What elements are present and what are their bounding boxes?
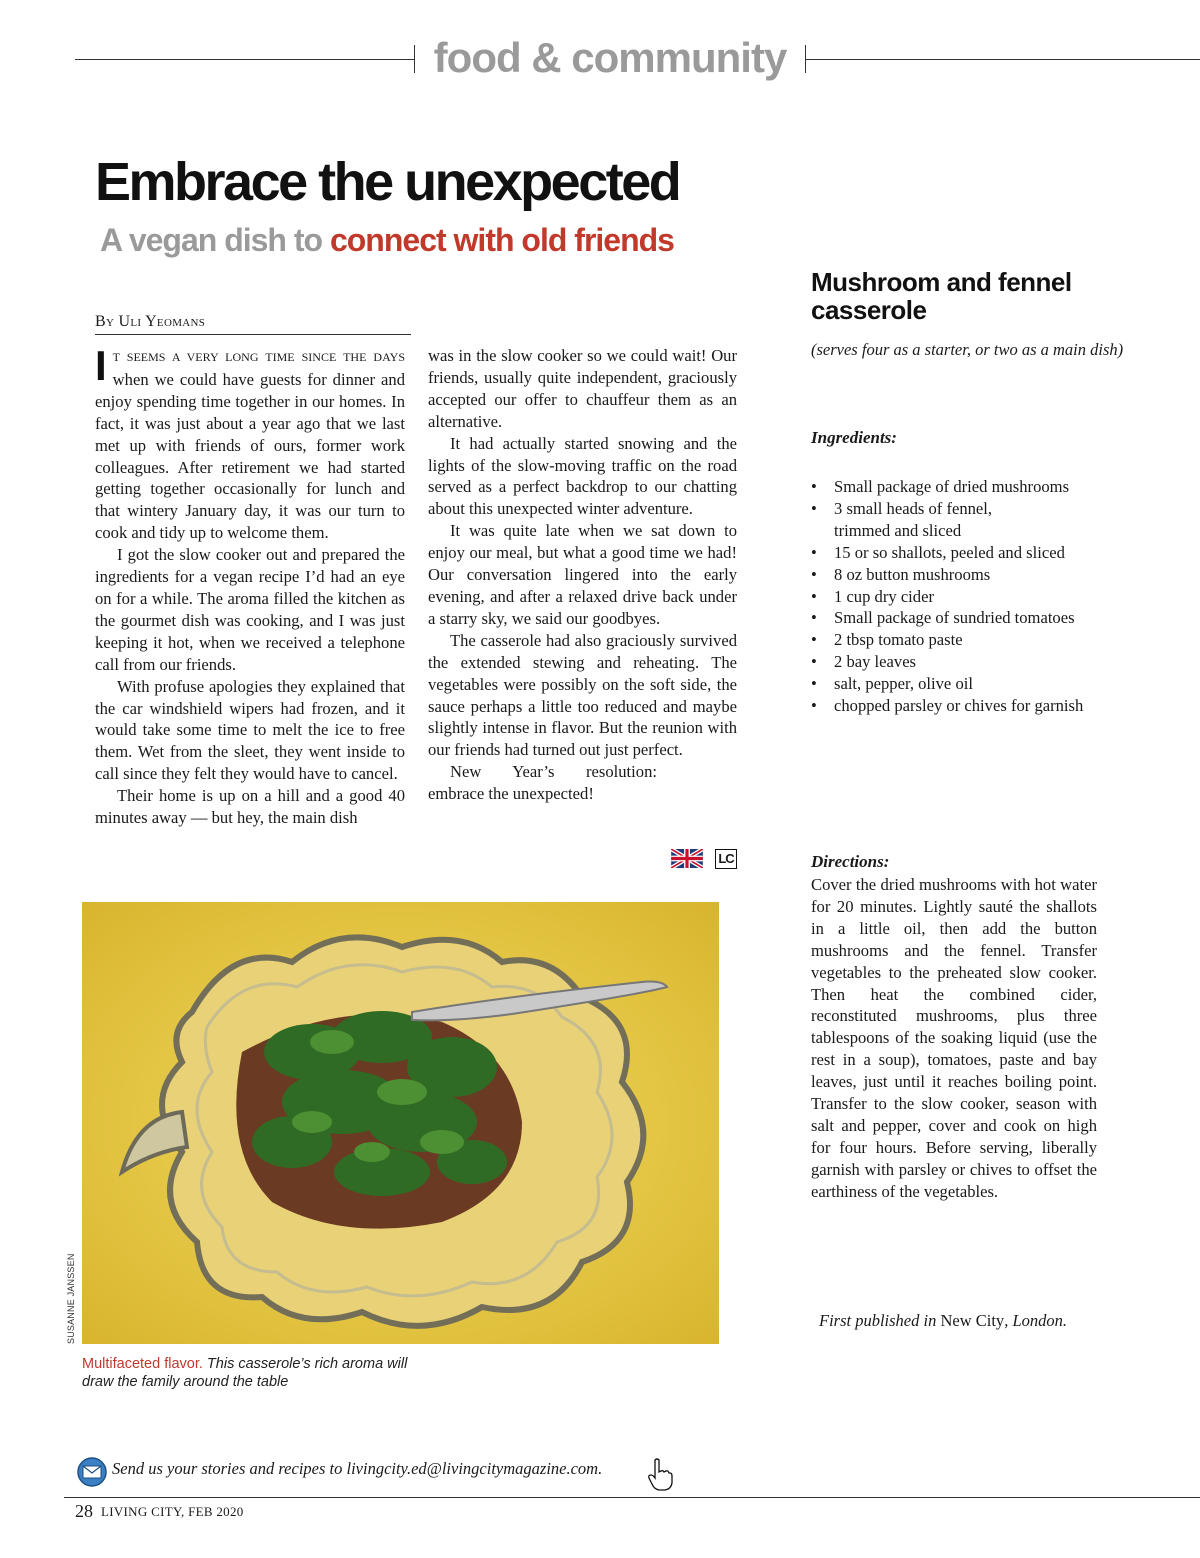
published-separator: , bbox=[1004, 1311, 1009, 1330]
header-tick-left bbox=[414, 45, 415, 73]
ingredient-item: • 8 oz button mushrooms bbox=[811, 564, 1131, 586]
article-column-1 bbox=[95, 342, 405, 829]
ingredient-item: • 15 or so shallots, peeled and sliced bbox=[811, 542, 1131, 564]
byline-prefix: By bbox=[95, 313, 119, 330]
ingredients-list bbox=[811, 476, 1131, 717]
paragraph-4-end: was in the slow cooker so we could wait! Our friends, usually quite independent, graciously accepted our offer to chauffeur them as an alternative. bbox=[428, 346, 737, 431]
photo-credit: SUSANNE JANSSEN bbox=[66, 1253, 76, 1344]
author-name: Uli Yeomans bbox=[118, 313, 206, 330]
subheadline-part-red: connect with old friends bbox=[329, 222, 674, 258]
article-subheadline bbox=[100, 220, 674, 260]
paragraph-1-text: when we could have guests for dinner and enjoy spending time together in our homes. In fact, it was just about a year ago that we last met up with friends of ours, former work colleagues. After retirement we had started getting together occasionally for lunch and that wintery January day, it was our turn to cook and tidy up to welcome them. bbox=[95, 369, 405, 543]
header-rule-left bbox=[75, 59, 415, 60]
photo-caption bbox=[82, 1355, 412, 1391]
ingredient-item: • 3 small heads of fennel, trimmed and sliced bbox=[811, 498, 1019, 542]
end-marks bbox=[671, 849, 737, 869]
subheadline-part-grey: A vegan dish to bbox=[100, 222, 330, 258]
issue-label: LIVING CITY, FEB 2020 bbox=[101, 1504, 244, 1519]
paragraph-1 bbox=[95, 342, 405, 544]
paragraph-7: The casserole had also graciously survived the extended stewing and reheating. The vegetables were possibly on the soft side, the sauce perhaps a little too reduced and maybe slightly intense in flavor. But the reunion with our friends had turned out just perfect. bbox=[428, 630, 737, 760]
published-source: New City bbox=[940, 1311, 1005, 1330]
published-city: London. bbox=[1012, 1311, 1067, 1330]
ingredient-item: • 2 tbsp tomato paste bbox=[811, 629, 1131, 651]
section-title: food & community bbox=[433, 34, 787, 81]
directions-text: Cover the dried mushrooms with hot water for 20 minutes. Lightly sauté the shallots in a little oil, then add the button mushrooms and the fennel. Transfer vegetables to the preheated slow cooker. Then heat the combined cider, reconstituted mushrooms, plus three tablespoons of the soaking liquid (use the rest in a soup), tomatoes, paste and bay leaves, just until it reaches boiling point. Transfer to the slow cooker, season with salt and pepper, cover and cook on high for four hours. Before serving, liberally garnish with parsley or chives to offset the earthiness of the vegetables. bbox=[811, 875, 1097, 1201]
article-column-2 bbox=[428, 345, 737, 805]
ingredient-item: • Small package of dried mushrooms bbox=[811, 476, 1131, 498]
uk-flag-icon bbox=[671, 849, 703, 868]
paragraph-8: New Year’s resolution: embrace the unexpected! bbox=[428, 762, 657, 804]
paragraph-6: It was quite late when we sat down to enjoy our meal, but what a good time we had! Our conversation lingered into the early evening, and after a relaxed drive back under a starry sky, we said our goodbyes. bbox=[428, 521, 737, 628]
caption-lead: Multifaceted flavor. bbox=[82, 1356, 203, 1372]
ingredient-item: • chopped parsley or chives for garnish bbox=[811, 695, 1131, 717]
article-headline: Embrace the unexpected bbox=[95, 152, 680, 212]
published-prefix: First published in bbox=[819, 1311, 937, 1330]
ingredient-item: • 2 bay leaves bbox=[811, 651, 1131, 673]
directions-heading: Directions: bbox=[811, 852, 890, 871]
page-number: 28 bbox=[75, 1501, 93, 1521]
drop-cap: I bbox=[95, 342, 107, 389]
living-city-logo: LC bbox=[715, 849, 737, 869]
ingredients-heading: Ingredients: bbox=[811, 428, 897, 447]
paragraph-1-lead: T SEEMS A VERY LONG TIME SINCE THE DAYS bbox=[112, 350, 405, 364]
paragraph-2: I got the slow cooker out and prepared the ingredients for a vegan recipe I’d had an eye on for a while. The aroma filled the kitchen as the gourmet dish was cooking, and I was just keeping it hot, when we received a telephone call from our friends. bbox=[95, 545, 405, 674]
mail-icon[interactable] bbox=[76, 1457, 108, 1487]
ingredient-item: • salt, pepper, olive oil bbox=[811, 673, 1131, 695]
casserole-photo bbox=[82, 902, 719, 1344]
published-note bbox=[819, 1311, 1067, 1331]
ingredient-item: • Small package of sundried tomatoes bbox=[811, 607, 1131, 629]
submission-link[interactable]: Send us your stories and recipes to livingcity.ed@livingcitymagazine.com. bbox=[112, 1459, 603, 1478]
recipe-title: Mushroom and fennel casserole bbox=[811, 267, 1072, 325]
paragraph-3: With profuse apologies they explained that the car windshield wipers had frozen, and it would take some time to melt the ice to free them. Wet from the sleet, they went inside to call since they felt they would have to cancel. bbox=[95, 676, 405, 784]
hand-pointer-icon bbox=[648, 1458, 674, 1492]
paragraph-5: It had actually started snowing and the lights of the slow-moving traffic on the road served as a perfect backdrop to our chatting about this unexpected winter adventure. bbox=[428, 433, 737, 519]
byline bbox=[95, 312, 411, 335]
footer-rule bbox=[64, 1497, 1200, 1498]
caption-text: This casserole’s rich aroma will draw the family around the table bbox=[82, 1356, 408, 1390]
ingredient-item: • 1 cup dry cider bbox=[811, 586, 1131, 608]
recipe-serves: (serves four as a starter, or two as a main dish) bbox=[811, 340, 1124, 359]
header-rule-right bbox=[806, 59, 1200, 60]
paragraph-4-start: Their home is up on a hill and a good 40 minutes away — but hey, the main dish bbox=[95, 786, 405, 828]
